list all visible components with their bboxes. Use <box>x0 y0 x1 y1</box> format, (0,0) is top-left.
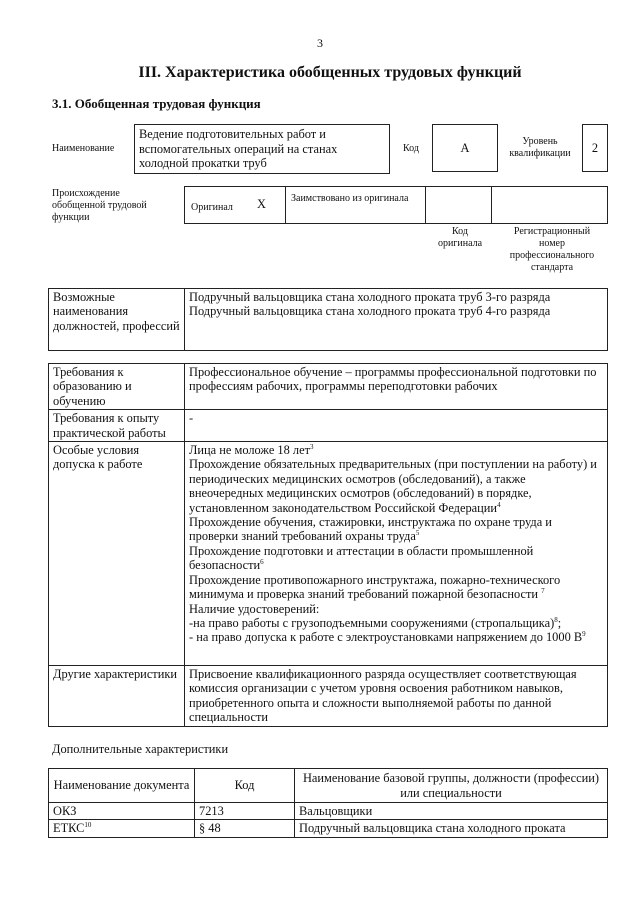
page-number: 3 <box>317 36 323 50</box>
additional-table <box>48 768 608 838</box>
header-code: Код <box>195 769 295 803</box>
footnote-ref: 3 <box>310 442 314 451</box>
origin-label: Происхождение обобщенной трудовой функции <box>52 188 147 223</box>
function-name-value: Ведение подготовительных работ и вспомогательных операций на станах холодной прокатки труб <box>139 127 338 170</box>
code-value-box <box>432 124 498 172</box>
origin-divider-3 <box>491 187 492 223</box>
additional-header-row <box>49 769 608 803</box>
code-original-label: Код оригинала <box>437 226 483 249</box>
position-item: Подручный вальцовщика стана холодного проката труб 4-го разряда <box>189 304 551 319</box>
level-label: Уровень квалификации <box>509 136 571 159</box>
header-name: Наименование базовой группы, должности (профессии) или специальности <box>295 769 608 803</box>
footnote-ref: 10 <box>84 821 92 830</box>
borrowed-label: Заимствовано из оригинала <box>291 193 409 204</box>
positions-label: Возможные наименования должностей, профессий <box>49 289 185 351</box>
row-name: Вальцовщики <box>295 803 608 820</box>
positions-table <box>48 288 608 351</box>
conditions-row <box>49 442 608 666</box>
experience-label: Требования к опыту практической работы <box>49 410 185 442</box>
name-label: Наименование <box>52 143 115 154</box>
row-doc: ОКЗ <box>49 803 195 820</box>
requirements-table <box>48 363 608 727</box>
table-row <box>49 803 608 820</box>
reg-number-label: Регистрационный номер профессионального стандарта <box>509 226 595 273</box>
level-value: 2 <box>591 141 599 155</box>
origin-box <box>184 186 608 224</box>
footnote-ref: 8 <box>554 615 558 624</box>
table-row <box>49 820 608 837</box>
condition-item: Прохождение обучения, стажировки, инструктажа по охране труда и проверки знаний требований охраны труда$^5$ <box>189 515 552 544</box>
origin-divider-2 <box>425 187 426 223</box>
footnote-ref: 7 <box>541 586 545 595</box>
education-value: Профессиональное обучение – программы профессиональной подготовки по профессиям рабочих, программы переподготовки рабочих <box>185 364 608 410</box>
condition-item: - на право допуска к работе с электроустановками напряжением до 1000 $В^9$ <box>189 630 586 645</box>
subsection-title: 3.1. Обобщенная трудовая функция <box>52 96 261 111</box>
footnote-ref: 4 <box>497 500 501 509</box>
conditions-label: Особые условия допуска к работе <box>49 442 185 666</box>
education-row <box>49 364 608 410</box>
condition-item: -на право работы с грузоподъемными сооружениями (стропальщика)$^8$; <box>189 615 562 630</box>
row-doc: ЕТКС$^{10}$ <box>49 820 195 837</box>
other-label: Другие характеристики <box>49 666 185 727</box>
other-row <box>49 666 608 727</box>
experience-value: - <box>185 410 608 442</box>
header-doc: Наименование документа <box>49 769 195 803</box>
positions-row <box>49 289 608 351</box>
positions-values <box>185 289 608 351</box>
experience-row <box>49 410 608 442</box>
condition-item: Наличие удостоверений: <box>189 601 320 616</box>
original-mark: X <box>257 197 266 211</box>
row-code: § 48 <box>195 820 295 837</box>
code-value: A <box>460 141 470 155</box>
footnote-ref: 5 <box>415 529 420 538</box>
origin-divider-1 <box>285 187 286 223</box>
section-title: III. Характеристика обобщенных трудовых функций <box>138 64 522 81</box>
condition-item: Лица не моложе 18 лет$^3$ <box>189 442 314 458</box>
education-label: Требования к образованию и обучению <box>49 364 185 410</box>
condition-item: Прохождение обязательных предварительных (при поступлении на работу) и периодических медицинских осмотров (обследований), а также внеочередных медицинских осмотров (обследований) в порядке, установленном законодательством Российской Федерации$^4$ <box>189 457 597 515</box>
condition-item: Прохождение подготовки и аттестации в области промышленной безопасности$^6$ <box>189 543 534 573</box>
row-name: Подручный вальцовщика стана холодного проката <box>295 820 608 837</box>
level-value-box <box>582 124 608 172</box>
footnote-ref: 9 <box>582 630 586 639</box>
conditions-values <box>185 442 608 666</box>
original-label: Оригинал <box>191 202 233 213</box>
footnote-ref: 6 <box>260 558 264 567</box>
function-name-box <box>134 124 390 174</box>
position-item: Подручный вальцовщика стана холодного проката труб 3-го разряда <box>189 290 551 304</box>
code-label: Код <box>403 143 419 154</box>
other-value: Присвоение квалификационного разряда осуществляет соответствующая комиссия организации с учетом уровня освоения работником навыков, приобретенного опыта и сложности выполняемой работы по данной специальности <box>185 666 608 727</box>
row-code: 7213 <box>195 803 295 820</box>
condition-item: Прохождение противопожарного инструктажа, пожарно-технического минимума и проверка знаний требований пожарной безопасности $^7$ <box>189 572 561 602</box>
additional-title: Дополнительные характеристики <box>52 742 229 756</box>
